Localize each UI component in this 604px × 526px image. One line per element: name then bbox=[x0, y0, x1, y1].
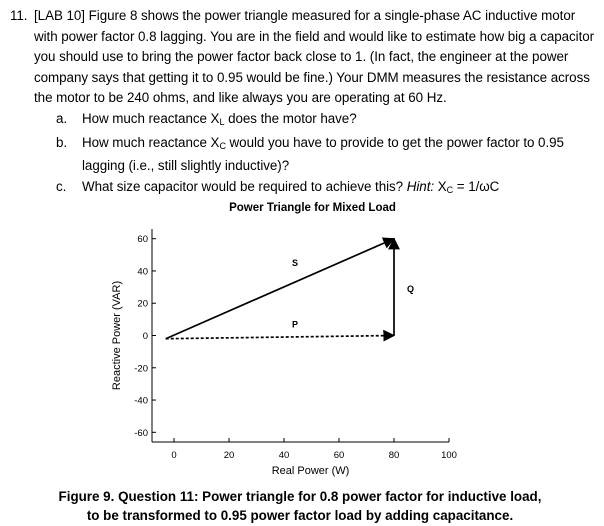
part-letter: a. bbox=[56, 110, 68, 126]
x-tick-label: 80 bbox=[388, 450, 400, 461]
x-tick-label: 40 bbox=[278, 450, 290, 461]
question-text: [LAB 10] Figure 8 shows the power triangle measured for a single-phase AC inductive motor with power factor 0.8 lagging. You are in the field and would like to estimate how big a capacitor you should use to bring the power factor back close to 1. (In fact, the engineer at the power company says that getting it to 0.95 would be fine.) Your DMM measures the resistance across the motor to be 240 ohms, and like always you are operating at 60 Hz. bbox=[34, 8, 595, 106]
power-triangle-chart bbox=[104, 197, 484, 479]
chart-title: Power Triangle for Mixed Load bbox=[229, 202, 396, 214]
x-tick-label: 0 bbox=[171, 450, 177, 461]
question-part-b bbox=[56, 133, 598, 177]
part-text: How much reactance $X_L$ does the motor have? bbox=[82, 110, 357, 127]
vector-label-q: Q bbox=[406, 283, 415, 294]
part-letter: b. bbox=[56, 134, 68, 150]
y-tick-label: -60 bbox=[134, 427, 148, 439]
hint-label: Hint: bbox=[406, 178, 435, 194]
part-letter: c. bbox=[56, 178, 67, 194]
chart-svg bbox=[104, 197, 484, 479]
y-axis-label: Reactive Power (VAR) bbox=[111, 280, 123, 391]
vector-label-s: S bbox=[291, 258, 299, 269]
question-part-a bbox=[56, 109, 598, 133]
vector-label-p: P bbox=[291, 319, 299, 330]
caption-line-2: to be transformed to 0.95 power factor load by adding capacitance. bbox=[86, 508, 514, 523]
question-number: 11. bbox=[10, 8, 28, 23]
vector-s bbox=[166, 239, 394, 339]
x-axis-label: Real Power (W) bbox=[271, 465, 350, 477]
part-text: What size capacitor would be required to achieve this? Hint: $X_C = 1/\omega C$ bbox=[82, 178, 500, 195]
y-tick-label: 20 bbox=[137, 298, 148, 310]
caption-line-1: Figure 9. Question 11: Power triangle for 0.8 power factor for inductive load, bbox=[58, 489, 542, 504]
question-intro bbox=[10, 6, 598, 109]
y-tick-label: -20 bbox=[134, 363, 148, 375]
figure-caption bbox=[40, 487, 560, 525]
x-tick-label: 100 bbox=[441, 450, 457, 461]
x-tick-label: 60 bbox=[333, 450, 345, 461]
y-tick-label: 0 bbox=[142, 331, 148, 342]
vector-p bbox=[166, 336, 394, 339]
question-block bbox=[10, 6, 598, 200]
x-tick-label: 20 bbox=[223, 450, 235, 461]
y-tick-label: 60 bbox=[137, 234, 148, 246]
y-tick-label: -40 bbox=[134, 395, 148, 407]
y-tick-label: 40 bbox=[137, 266, 148, 278]
part-text: How much reactance $X_C$ would you have to provide to get the power factor to 0.95 lagging (i.e., still slightly inductive)? bbox=[82, 134, 564, 174]
